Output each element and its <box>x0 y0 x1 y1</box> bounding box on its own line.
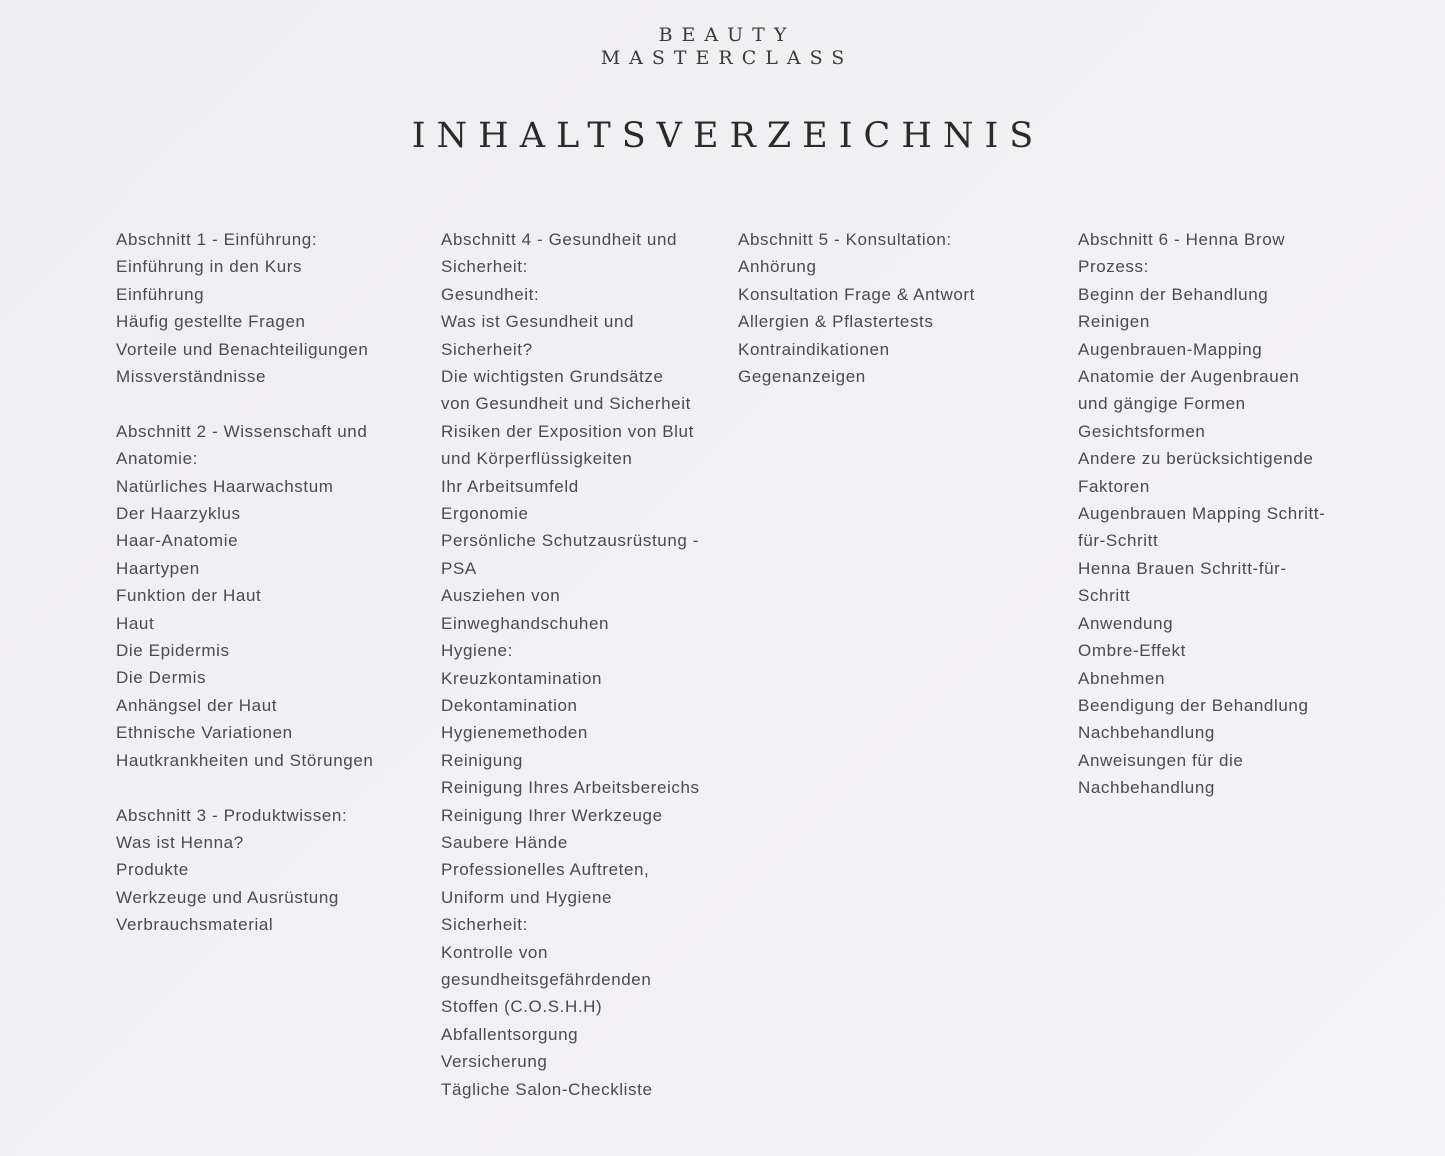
toc-entry: Nachbehandlung <box>1078 778 1215 798</box>
toc-entry: Hygienemethoden <box>441 723 588 743</box>
toc-entry: Haar-Anatomie <box>116 531 239 551</box>
toc-entry: Reinigung Ihres Arbeitsbereichs <box>441 778 700 798</box>
toc-entry: Haartypen <box>116 558 200 578</box>
page-title: INHALTSVERZEICHNIS <box>411 116 1045 156</box>
toc-entry: Sicherheit: <box>441 915 528 935</box>
toc-entry: Nachbehandlung <box>1078 723 1215 743</box>
toc-entry: Gegenanzeigen <box>738 367 866 387</box>
toc-entry: Hautkrankheiten und Störungen <box>116 750 374 770</box>
toc-entry: Einführung in den Kurs <box>116 257 303 277</box>
toc-entry: gesundheitsgefährdenden <box>441 969 652 989</box>
brand-logo <box>0 24 1445 70</box>
toc-entry: Allergien & Pflastertests <box>738 312 934 332</box>
toc-entry: Reinigen <box>1078 312 1150 332</box>
toc-column-1 <box>116 226 373 939</box>
toc-entry: PSA <box>441 558 477 578</box>
brand-line-2: MASTERCLASS <box>600 47 854 69</box>
toc-entry: Die Dermis <box>116 668 207 688</box>
toc-entry: und gängige Formen <box>1078 394 1246 414</box>
toc-entry: Funktion der Haut <box>116 586 262 606</box>
toc-entry: Abfallentsorgung <box>441 1024 579 1044</box>
toc-entry: Der Haarzyklus <box>116 504 241 524</box>
toc-section-heading: Abschnitt 4 - Gesundheit und <box>441 230 678 249</box>
toc-entry: Augenbrauen-Mapping <box>1078 339 1263 359</box>
section-spacer <box>116 390 373 417</box>
toc-entry: Verbrauchsmaterial <box>116 915 274 935</box>
toc-entry: Persönliche Schutzausrüstung - <box>441 531 700 551</box>
toc-entry: Dekontamination <box>441 695 578 715</box>
toc-entry: Abnehmen <box>1078 668 1166 688</box>
toc-entry: Tägliche Salon-Checkliste <box>441 1079 653 1099</box>
toc-entry: Anhängsel der Haut <box>116 695 278 715</box>
toc-column-3 <box>738 226 975 390</box>
toc-section-heading: Abschnitt 1 - Einführung: <box>116 230 318 249</box>
toc-entry: Anatomie: <box>116 449 198 469</box>
toc-entry: Missverständnisse <box>116 367 267 387</box>
toc-entry: Gesichtsformen <box>1078 421 1206 441</box>
toc-entry: Ombre-Effekt <box>1078 641 1186 661</box>
toc-entry: Einweghandschuhen <box>441 613 610 633</box>
toc-entry: für-Schritt <box>1078 531 1159 551</box>
toc-entry: Werkzeuge und Ausrüstung <box>116 887 339 907</box>
brand-line-1: BEAUTY <box>658 24 796 46</box>
toc-entry: Kreuzkontamination <box>441 668 603 688</box>
toc-entry: Einführung <box>116 284 205 304</box>
toc-entry: Anweisungen für die <box>1078 750 1244 770</box>
toc-entry: Prozess: <box>1078 257 1149 277</box>
toc-entry: Risiken der Exposition von Blut <box>441 421 694 441</box>
toc-entry: Hygiene: <box>441 641 513 661</box>
toc-entry: Sicherheit: <box>441 257 528 277</box>
toc-entry: Reinigung <box>441 750 523 770</box>
toc-entry: Henna Brauen Schritt-für- <box>1078 558 1287 578</box>
toc-entry: Was ist Henna? <box>116 832 244 852</box>
toc-entry: Augenbrauen Mapping Schritt- <box>1078 504 1326 524</box>
toc-entry: Gesundheit: <box>441 284 540 304</box>
toc-entry: Kontrolle von <box>441 942 549 962</box>
toc-entry: Versicherung <box>441 1052 548 1072</box>
toc-entry: Haut <box>116 613 155 633</box>
toc-entry: Faktoren <box>1078 476 1150 496</box>
toc-entry: Die wichtigsten Grundsätze <box>441 367 664 387</box>
toc-entry: Häufig gestellte Fragen <box>116 312 306 332</box>
toc-column-4 <box>1078 226 1325 802</box>
toc-entry: Konsultation Frage & Antwort <box>738 284 975 304</box>
toc-entry: Sicherheit? <box>441 339 533 359</box>
toc-entry: Professionelles Auftreten, <box>441 860 650 880</box>
toc-entry: Saubere Hände <box>441 832 568 852</box>
toc-entry: Was ist Gesundheit und <box>441 312 635 332</box>
toc-entry: Ethnische Variationen <box>116 723 293 743</box>
toc-entry: Anhörung <box>738 257 817 277</box>
toc-column-2 <box>441 226 700 1103</box>
toc-entry: von Gesundheit und Sicherheit <box>441 394 691 414</box>
toc-entry: Schritt <box>1078 586 1131 606</box>
toc-entry: Andere zu berücksichtigende <box>1078 449 1314 469</box>
toc-entry: Anatomie der Augenbrauen <box>1078 367 1300 387</box>
toc-entry: Reinigung Ihrer Werkzeuge <box>441 805 663 825</box>
toc-section-heading: Abschnitt 2 - Wissenschaft und <box>116 421 368 441</box>
toc-entry: Stoffen (C.O.S.H.H) <box>441 997 603 1017</box>
toc-section-heading: Abschnitt 6 - Henna Brow <box>1078 230 1286 249</box>
toc-entry: Produkte <box>116 860 189 880</box>
toc-entry: Anwendung <box>1078 613 1174 633</box>
toc-section-heading: Abschnitt 5 - Konsultation: <box>738 230 952 249</box>
toc-entry: Beendigung der Behandlung <box>1078 695 1309 715</box>
toc-entry: Ergonomie <box>441 504 529 524</box>
toc-entry: Ausziehen von <box>441 586 561 606</box>
toc-entry: Ihr Arbeitsumfeld <box>441 476 579 496</box>
toc-entry: Beginn der Behandlung <box>1078 284 1269 304</box>
section-spacer <box>116 774 373 801</box>
toc-entry: Kontraindikationen <box>738 339 890 359</box>
toc-entry: Natürliches Haarwachstum <box>116 476 334 496</box>
toc-entry: Die Epidermis <box>116 641 230 661</box>
toc-entry: Uniform und Hygiene <box>441 887 613 907</box>
toc-section-heading: Abschnitt 3 - Produktwissen: <box>116 805 348 825</box>
toc-entry: und Körperflüssigkeiten <box>441 449 633 469</box>
toc-entry: Vorteile und Benachteiligungen <box>116 339 369 359</box>
